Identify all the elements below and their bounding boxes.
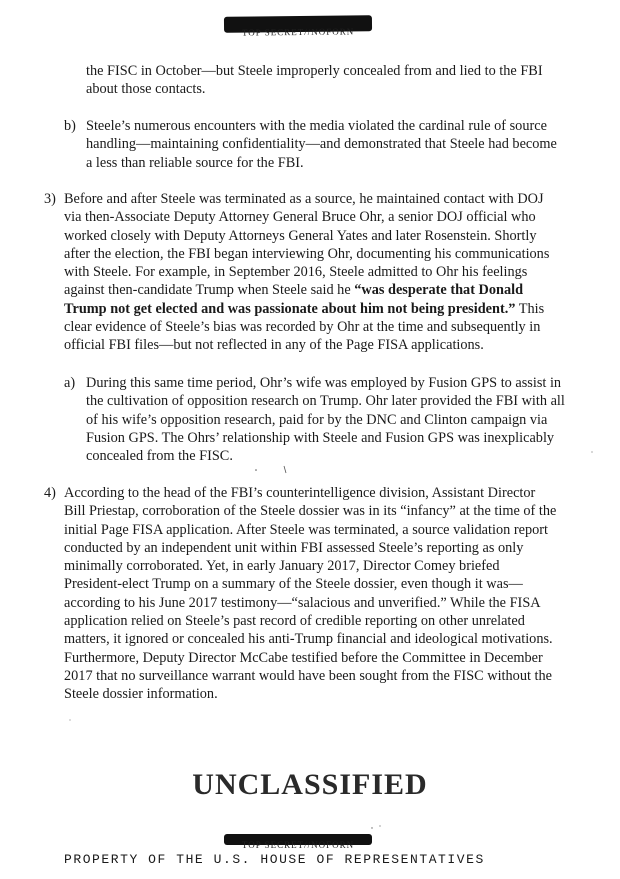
header-classification-marking: TOP SECRET//NOFORN	[241, 26, 355, 38]
item-4-label: 4)	[44, 485, 56, 501]
footer-classification-marking: TOP SECRET//NOFORN	[241, 840, 355, 850]
property-footer: PROPERTY OF THE U.S. HOUSE OF REPRESENTATIVES	[64, 852, 485, 867]
item-a-label: a)	[64, 375, 76, 391]
unclassified-stamp: UNCLASSIFIED	[192, 768, 428, 801]
continuation-paragraph: the FISC in October—but Steele improperly concealed from and lied to the FBI about those contacts.	[86, 63, 543, 98]
item-4-paragraph: According to the head of the FBI’s counterintelligence division, Assistant Director Bill Priestap, corroboration of the Steele dossier was in its “infancy” at the time of the initial Page FISA application. After Steele was terminated, a source validation report conducted by an independent unit within FBI assessed Steele’s reporting as only minimally corroborated. Yet, in early January 2017, Director Comey briefed President-elect Trump on a summary of the Steele dossier, even though it was—according to his June 2017 testimony—“salacious and unverified.” While the FISA application relied on Steele’s past record of credible reporting on other unrelated matters, it ignored or concealed his anti-Trump financial and ideological motivations. Furthermore, Deputy Director McCabe testified before the Committee in December 2017 that no surveillance warrant would have been sought from the FISC without the Steele dossier information.	[64, 485, 557, 703]
item-b-paragraph: Steele’s numerous encounters with the media violated the cardinal rule of source handling—maintaining confidentiality—and demonstrated that Steele had become a less than reliable source for the FBI.	[86, 118, 557, 171]
item-a-paragraph: During this same time period, Ohr’s wife was employed by Fusion GPS to assist in the cultivation of opposition research on Trump. Ohr later provided the FBI with all of his wife’s opposition research, paid for by the DNC and Clinton campaign via Fusion GPS. The Ohrs’ relationship with Steele and Fusion GPS was inexplicably concealed from the FISC.	[86, 375, 565, 465]
item-3-text-before: Before and after Steele was terminated as a source, he maintained contact with DOJ via then-Associate Deputy Attorney General Bruce Ohr, a senior DOJ official who worked closely with Deputy Attorneys General Yates and later Rosenstein. Shortly after the election, the FBI began interviewing Ohr, documenting his communications with Steele. For example, in September 2016, Steele admitted to Ohr his feelings against then-candidate Trump when Steele said he	[64, 191, 550, 299]
item-3-bold-quote: “was desperate that Donald Trump not get elected and was passionate about him not being president.”	[64, 282, 524, 317]
item-b-label: b)	[64, 118, 76, 134]
item-3-label: 3)	[44, 191, 56, 207]
item-3-text-after: This clear evidence of Steele’s bias was recorded by Ohr at the time and subsequently in official FBI files—but not reflected in any of the Page FISA applications.	[64, 300, 545, 354]
